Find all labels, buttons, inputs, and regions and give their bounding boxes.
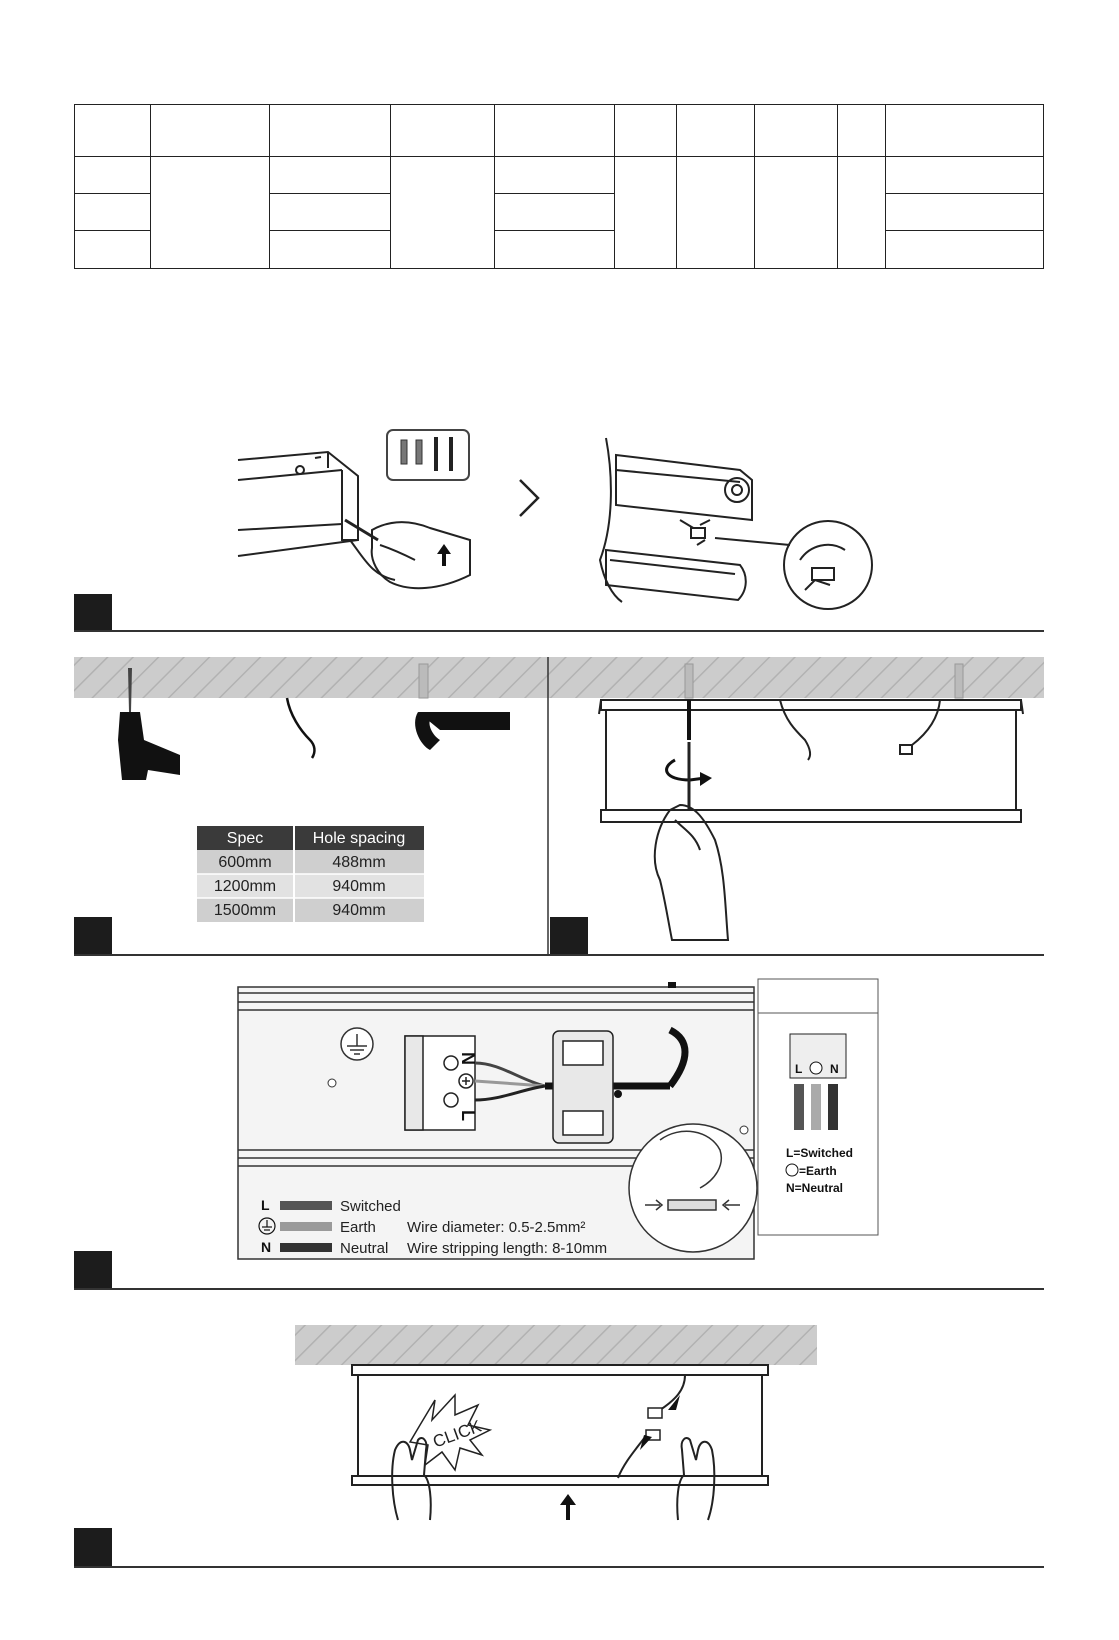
legend-neutral: Neutral [340, 1240, 389, 1257]
hand-right-icon [677, 1438, 714, 1520]
table-header-spec: Spec [226, 830, 264, 847]
step-divider [74, 1566, 1044, 1568]
fixture-close-view [352, 1365, 768, 1485]
table-header-hole-spacing: Hole spacing [312, 830, 406, 847]
table-cell: 940mm [332, 878, 386, 895]
hand-left-icon [392, 1438, 431, 1520]
click-text: CLICK [430, 1416, 484, 1452]
key-label-l: L [795, 1062, 803, 1076]
step-number-box [74, 1528, 112, 1566]
legend-code-n: N [261, 1239, 272, 1255]
terminal-l-label: L [458, 1110, 478, 1121]
ceiling-hatch [295, 1325, 817, 1365]
key-switched: L=Switched [786, 1146, 854, 1160]
legend-code-l: L [261, 1197, 270, 1213]
table-cell: 1200mm [213, 878, 277, 895]
legend-switched: Switched [340, 1198, 401, 1215]
terminal-n-label: N [458, 1052, 478, 1065]
wire-diameter-text: Wire diameter: 0.5-2.5mm² [407, 1219, 586, 1236]
table-cell: 488mm [332, 854, 386, 871]
key-label-n: N [830, 1062, 839, 1076]
click-burst-icon [410, 1395, 490, 1470]
table-cell: 600mm [218, 854, 272, 871]
up-arrow-icon [560, 1494, 576, 1520]
table-cell: 1500mm [213, 902, 277, 919]
connector-icon [640, 1395, 680, 1450]
key-earth: =Earth [799, 1164, 837, 1178]
legend-earth: Earth [340, 1219, 376, 1236]
key-neutral: N=Neutral [786, 1181, 844, 1195]
wire-stripping-text: Wire stripping length: 8-10mm [407, 1240, 608, 1257]
table-cell: 940mm [332, 902, 386, 919]
